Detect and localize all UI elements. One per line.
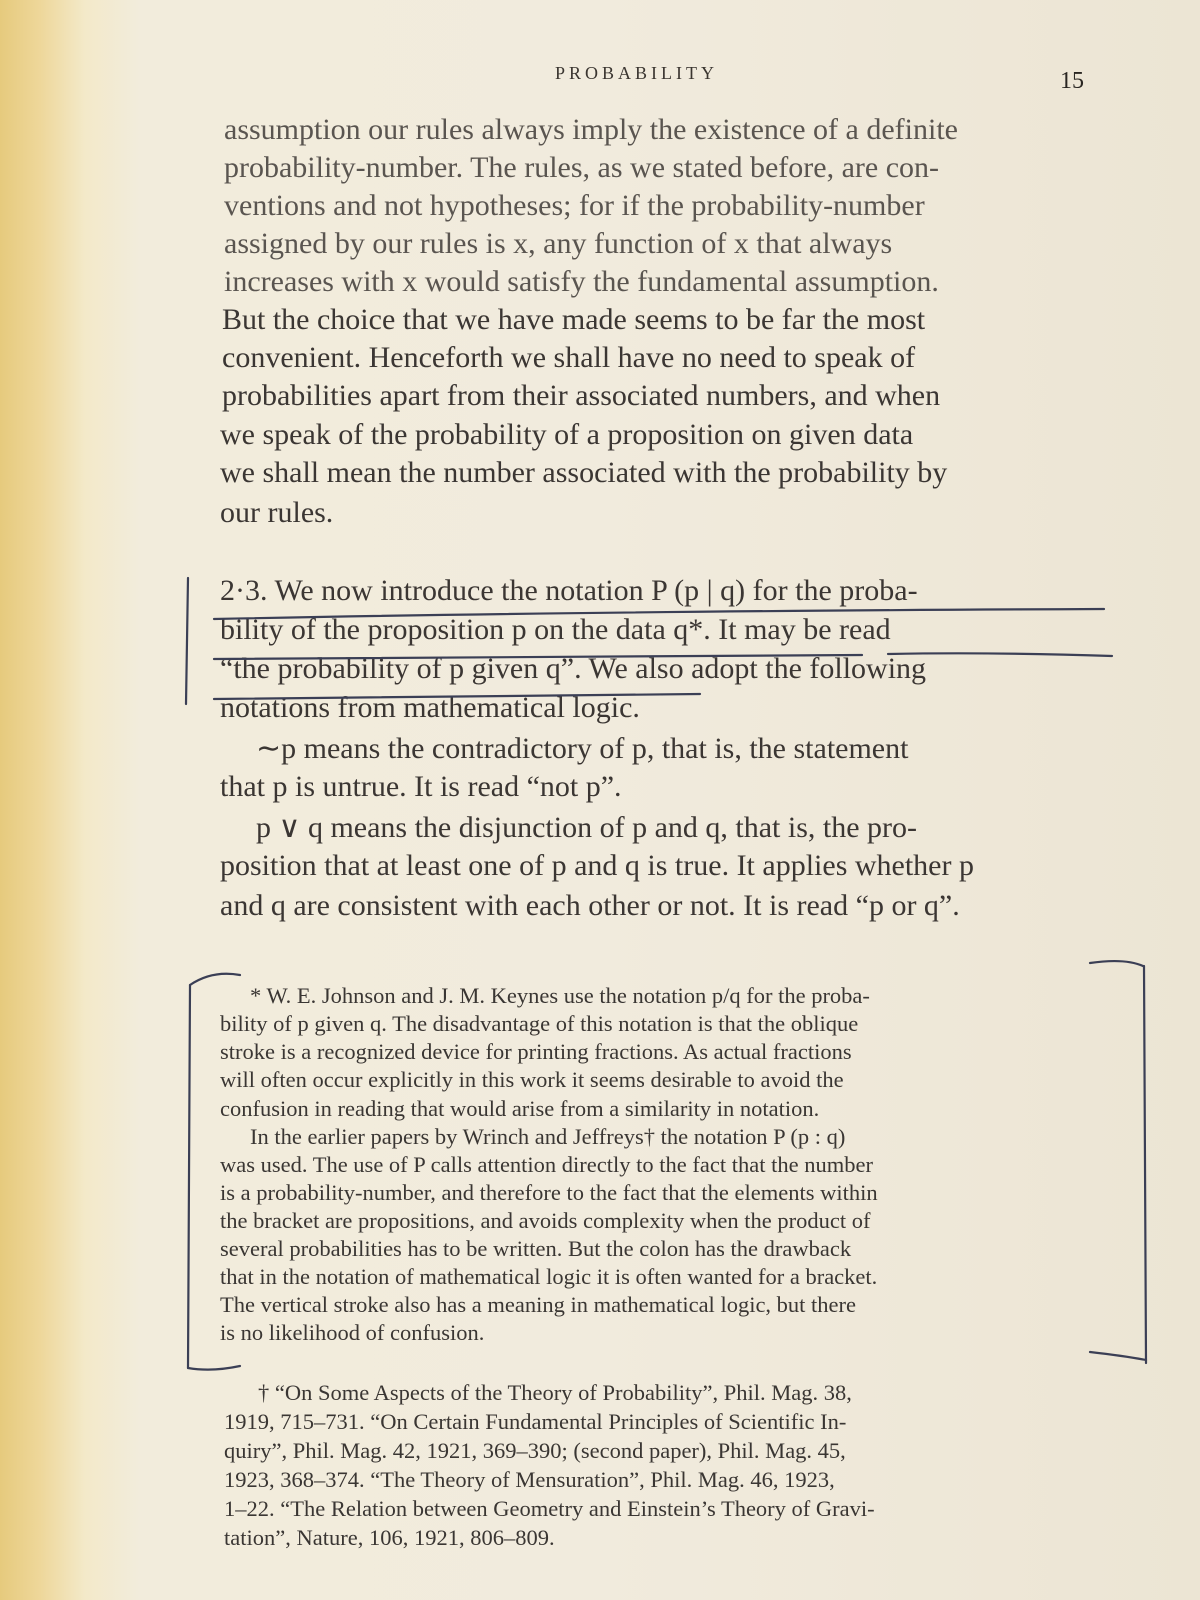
fn1-line-4: will often occur explicitly in this work it seems desirable to avoid the [220, 1067, 844, 1092]
p1-line-4: assigned by our rules is x, any function of x that always [224, 227, 893, 260]
fn1-line-3: stroke is a recognized device for printing fractions. As actual fractions [220, 1039, 852, 1064]
fn2-line-5: 1–22. “The Relation between Geometry and Einstein’s Theory of Gravi- [224, 1496, 875, 1521]
p1-line-10: we shall mean the number associated with the probability by [220, 456, 948, 489]
fn2-line-6: tation”, Nature, 106, 1921, 806–809. [224, 1525, 555, 1550]
section-line-7: p ∨ q means the disjunction of p and q, that is, the pro- [256, 811, 918, 844]
page-number: 15 [1060, 68, 1084, 94]
p1-line-8: probabilities apart from their associated numbers, and when [222, 379, 941, 412]
fn1-line-7: was used. The use of P calls attention directly to the fact that the number [220, 1152, 873, 1177]
fn1-line-10: several probabilities has to be written. But the colon has the drawback [220, 1236, 852, 1261]
running-head: PROBABILITY [555, 63, 719, 83]
section-line-8: position that at least one of p and q is true. It applies whether p [220, 849, 974, 882]
fn1-line-2: bility of p given q. The disadvantage of this notation is that the oblique [220, 1011, 859, 1036]
fn2-line-3: quiry”, Phil. Mag. 42, 1921, 369–390; (second paper), Phil. Mag. 45, [224, 1438, 846, 1463]
fn2-line-2: 1919, 715–731. “On Certain Fundamental Principles of Scientific In- [224, 1409, 847, 1434]
p1-line-2: probability-number. The rules, as we stated before, are con- [224, 151, 940, 184]
p1-line-11: our rules. [220, 496, 334, 529]
p1-line-9: we speak of the probability of a proposition on given data [220, 418, 914, 451]
fn1-line-9: the bracket are propositions, and avoids complexity when the product of [220, 1208, 871, 1233]
p1-line-7: convenient. Henceforth we shall have no need to speak of [222, 341, 916, 374]
p1-line-1: assumption our rules always imply the existence of a definite [224, 113, 958, 146]
fn1-line-13: is no likelihood of confusion. [220, 1320, 485, 1345]
fn1-line-11: that in the notation of mathematical logic it is often wanted for a bracket. [220, 1264, 878, 1289]
fn2-line-4: 1923, 368–374. “The Theory of Mensuration”, Phil. Mag. 46, 1923, [224, 1467, 835, 1492]
section-line-3: “the probability of p given q”. We also adopt the following [220, 652, 927, 685]
section-line-4: notations from mathematical logic. [220, 691, 640, 724]
p1-line-3: ventions and not hypotheses; for if the probability-number [224, 189, 925, 222]
fn1-line-1: * W. E. Johnson and J. M. Keynes use the notation p/q for the proba- [250, 983, 870, 1008]
section-line-6: that p is untrue. It is read “not p”. [220, 770, 622, 803]
fn1-line-6: In the earlier papers by Wrinch and Jeffreys† the notation P (p : q) [250, 1124, 846, 1149]
p1-line-5: increases with x would satisfy the fundamental assumption. [224, 265, 939, 298]
fn1-line-12: The vertical stroke also has a meaning in mathematical logic, but there [220, 1292, 857, 1317]
p1-line-6: But the choice that we have made seems to be far the most [222, 303, 926, 336]
section-line-9: and q are consistent with each other or not. It is read “p or q”. [220, 889, 960, 922]
fn2-line-1: † “On Some Aspects of the Theory of Probability”, Phil. Mag. 38, [258, 1380, 852, 1405]
fn1-line-8: is a probability-number, and therefore to the fact that the elements within [220, 1180, 878, 1205]
section-line-1: 2·3. We now introduce the notation P (p | q) for the proba- [220, 574, 918, 607]
section-line-2: bility of the proposition p on the data q*. It may be read [220, 613, 891, 646]
section-line-5: ∼p means the contradictory of p, that is, the statement [256, 732, 909, 765]
fn1-line-5: confusion in reading that would arise from a similarity in notation. [220, 1096, 820, 1121]
